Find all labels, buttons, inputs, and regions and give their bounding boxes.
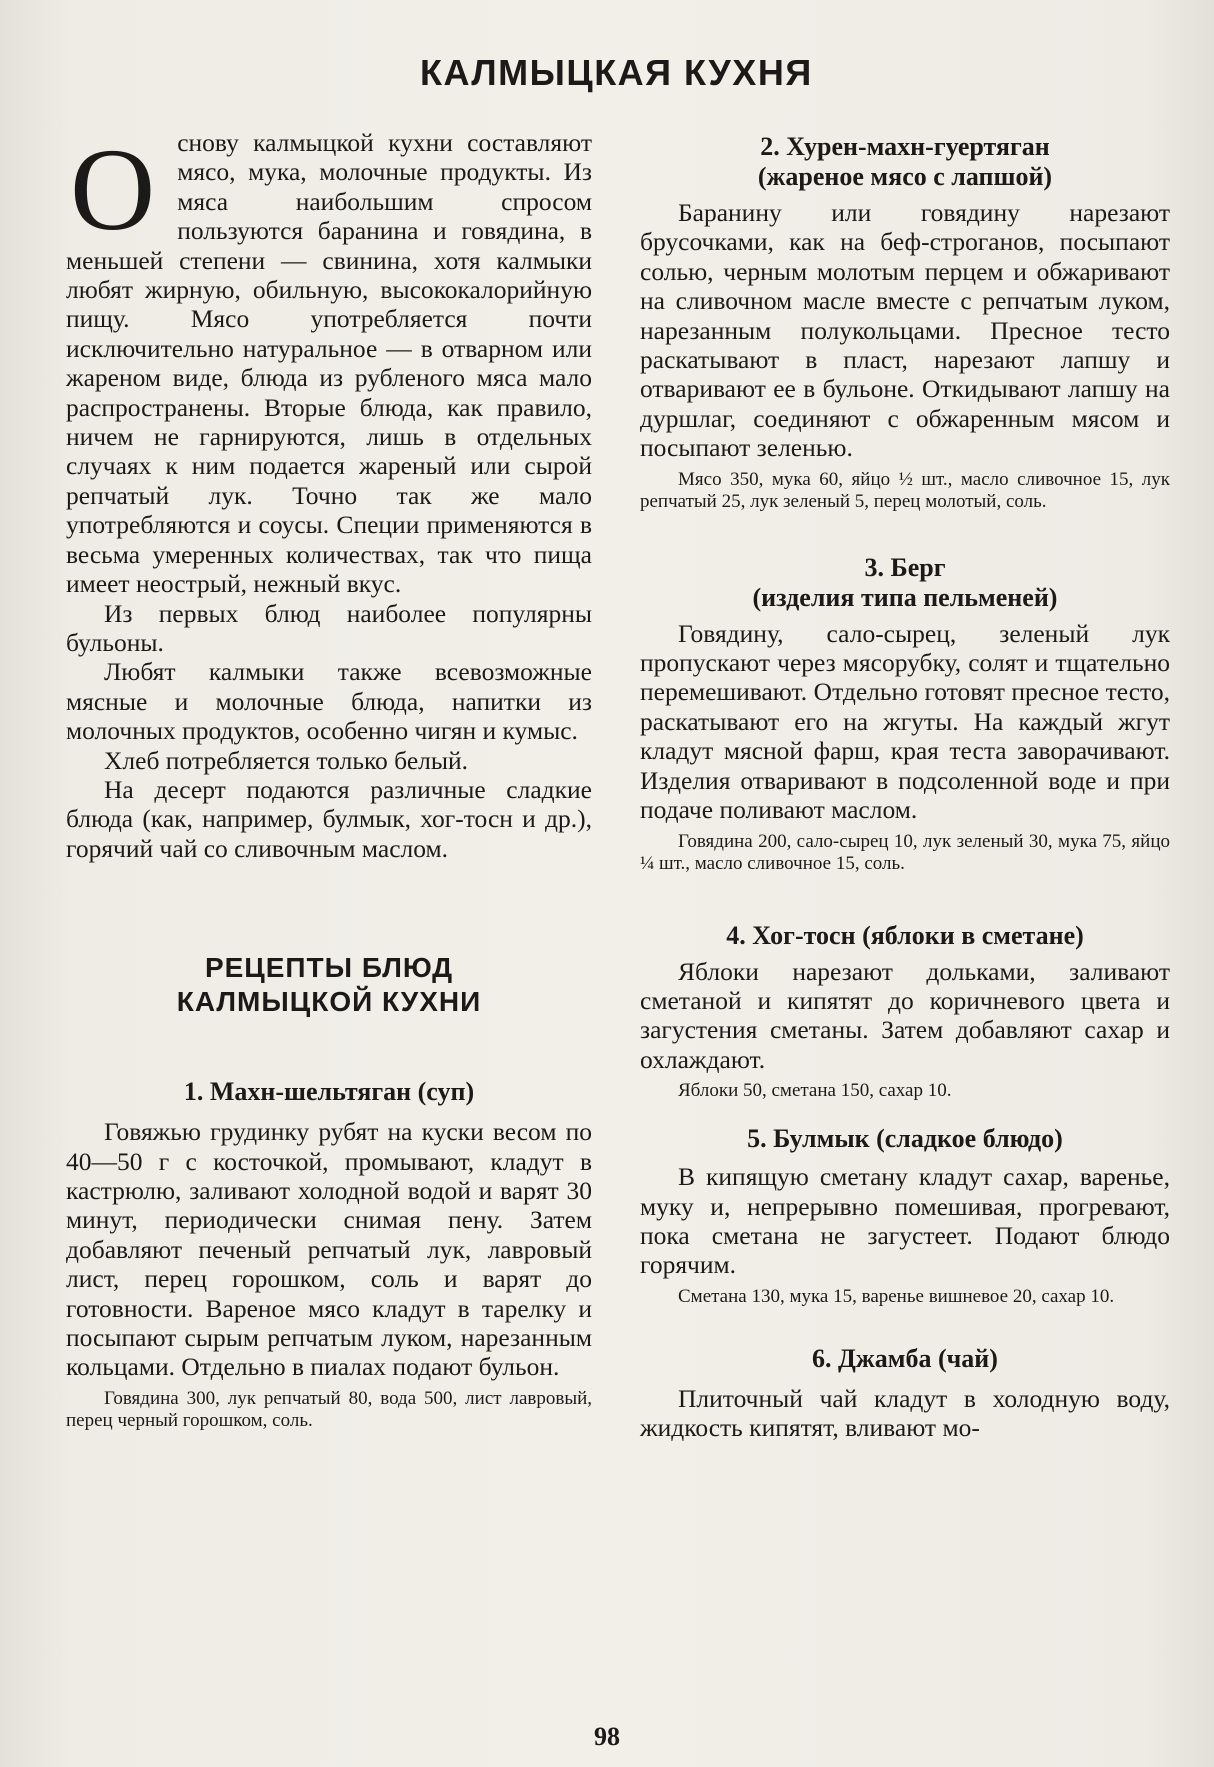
recipe-text: Говядину, сало-сырец, зеленый лук пропускают через мясорубку, солят и тщательно перемешивают. Отдельно готовят пресное тесто, раскатывают его на жгуты. На каждый жгут кладут мясной фарш, края теста заворачивают. Изделия отваривают в подсоленной воде и при подаче поливают маслом.	[640, 618, 1170, 825]
intro-paragraph: Из первых блюд наиболее популярны бульоны.	[66, 598, 592, 657]
recipe-title: 3. Берг	[864, 552, 946, 582]
recipe-title: 2. Хурен-махн-гуертяган	[760, 132, 1050, 161]
recipe-title: 5. Булмык (сладкое блюдо)	[747, 1124, 1063, 1154]
recipe-title: 4. Хог-тосн (яблоки в сметане)	[726, 920, 1084, 950]
recipe-subtitle: (изделия типа пельменей)	[752, 582, 1058, 612]
intro-paragraph: Хлеб потребляется только белый.	[104, 745, 469, 775]
recipe-text: Говяжью грудинку рубят на куски весом по 40—50 г с косточкой, промывают, кладут в кастрюлю, заливают холодной водой и варят 30 минут, периодически снимая пену. Затем добавляют печеный репчатый лук, лавровый лист, перец горошком, соль и варят до готовности. Вареное мясо кладут в тарелку и посыпают сырым репчатым луком, нарезанным кольцами. Отдельно в пиалах подают бульон.	[66, 1117, 592, 1382]
recipe-2	[640, 132, 1170, 513]
recipe-title: 6. Джамба (чай)	[812, 1343, 998, 1373]
intro-paragraph: Любят калмыки также всевозможные мясные и молочные блюда, напитки из молочных продуктов, особенно чигян и кумыс.	[66, 657, 592, 746]
recipe-4	[640, 921, 1170, 1103]
recipe-ingredients: Говядина 200, сало-сырец 10, лук зеленый 30, мука 75, яйцо ¼ шт., масло сливочное 15, соль.	[640, 830, 1170, 874]
page-number: 98	[594, 1722, 620, 1751]
recipe-3	[640, 553, 1170, 875]
recipe-title: 1. Махн-шельтяган (суп)	[183, 1077, 475, 1107]
section-heading-line: РЕЦЕПТЫ БЛЮД	[204, 952, 454, 984]
recipe-5	[640, 1124, 1170, 1308]
recipe-6	[640, 1344, 1170, 1443]
intro-paragraph-text: снову калмыцкой кухни составляют мясо, мука, молочные продукты. Из мяса наибольшим спросом пользуются баранина и говядина, в меньшей степени — свинина, хотя калмыки любят жирную, обильную, высококалорийную пищу. Мясо употребляется почти исключительно натуральное — в отварном или жареном виде, блюда из рубленого мяса мало распространены. Вторые блюда, как правило, ничем не гарнируются, лишь в отдельных случаях к ним подается жареный или сырой репчатый лук. Точно так же мало употребляются и соусы. Специи применяются в весьма умеренных количествах, так что пища имеет неострый, нежный вкус.	[66, 128, 592, 599]
page-title: КАЛМЫЦКАЯ КУХНЯ	[420, 52, 813, 93]
recipe-text: Баранину или говядину нарезают брусочками, как на беф-строганов, посыпают солью, черным молотым перцем и обжаривают на сливочном масле вместе с репчатым луком, нарезанным полукольцами. Пресное тесто раскатывают в пласт, нарезают лапшу и отваривают ее в бульоне. Откидывают лапшу на дуршлаг, соединяют с обжаренным мясом и посыпают зеленью.	[640, 198, 1170, 463]
intro-paragraph	[66, 124, 592, 599]
drop-cap: О	[70, 124, 156, 255]
recipe-text: Яблоки нарезают дольками, заливают сметаной и кипятят до коричневого цвета и загустения сметаны. Затем добавляют сахар и охлаждают.	[640, 956, 1170, 1074]
recipe-ingredients: Мясо 350, мука 60, яйцо ½ шт., масло сливочное 15, лук репчатый 25, лук зеленый 5, перец молотый, соль.	[640, 468, 1170, 512]
recipe-subtitle: (жареное мясо с лапшой)	[757, 162, 1053, 191]
recipe-1	[66, 1077, 592, 1432]
recipe-text: В кипящую сметану кладут сахар, варенье, муку и, непрерывно помешивая, прогревают, пока сметана не загустеет. Подают блюдо горячим.	[640, 1162, 1170, 1280]
recipe-ingredients: Яблоки 50, сметана 150, сахар 10.	[678, 1080, 952, 1102]
left-column	[66, 124, 592, 1432]
recipe-ingredients: Сметана 130, мука 15, варенье вишневое 20, сахар 10.	[678, 1285, 1115, 1307]
section-heading	[66, 951, 592, 1019]
recipe-ingredients: Говядина 300, лук репчатый 80, вода 500, лист лавровый, перец черный горошком, соль.	[66, 1387, 592, 1431]
section-heading-line: КАЛМЫЦКОЙ КУХНИ	[176, 986, 482, 1018]
right-column	[640, 128, 1170, 1443]
intro-section	[66, 124, 592, 863]
recipe-text: Плиточный чай кладут в холодную воду, жидкость кипятят, вливают мо-	[640, 1383, 1170, 1443]
intro-paragraph: На десерт подаются различные сладкие блюда (как, например, булмык, хог-тосн и др.), горячий чай со сливочным маслом.	[66, 774, 592, 863]
